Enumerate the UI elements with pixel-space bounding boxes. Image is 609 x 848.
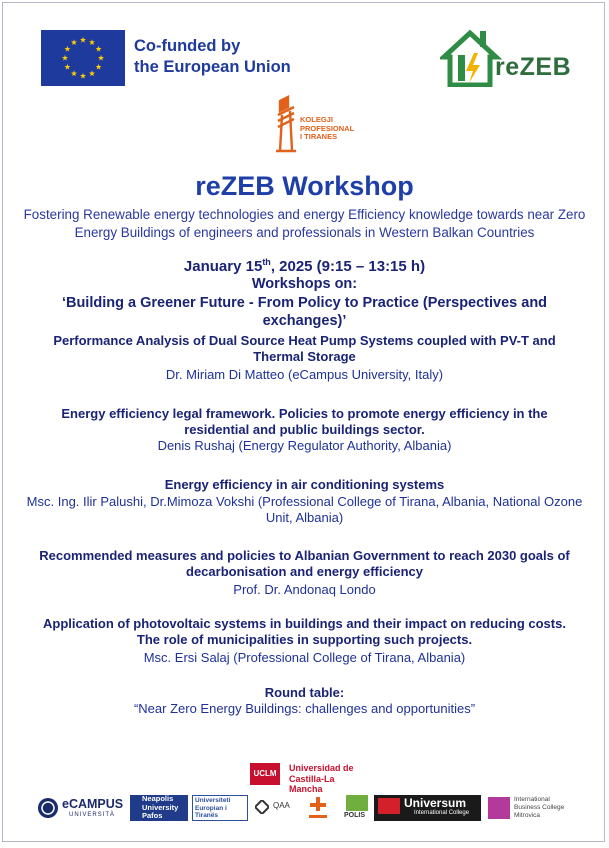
polis-mark [346, 795, 368, 811]
round-table-topic: “Near Zero Energy Buildings: challenges and opportunities” [133, 701, 476, 716]
workshop-subtitle: Fostering Renewable energy technologies and energy Efficiency knowledge towards near Zero Energy Buildings of engineers and professionals in Western Balkan Countries [23, 207, 586, 240]
talk-5-speaker: Msc. Ersi Salaj (Professional College of Tirana, Albania) [143, 650, 466, 665]
uet-logo [192, 795, 248, 821]
uet-name: Universiteti Europian i Tiranës [195, 797, 231, 819]
talk-1-speaker: Dr. Miriam Di Matteo (eCampus University, Italy) [165, 367, 444, 382]
uclm-name: Universidad de Castilla-La Mancha [289, 763, 354, 794]
college-logo-text: KOLEGJI PROFESIONAL I TIRANES [300, 115, 355, 141]
qaa-diamond-icon [255, 800, 269, 814]
polis-name: POLIS [344, 812, 366, 819]
ibc-name: International Business College Mitrovica [514, 796, 565, 819]
universum-mark [378, 798, 400, 814]
rezeb-logo-text: reZEB [495, 53, 572, 81]
polis-logo [343, 795, 371, 821]
talk-2-speaker: Denis Rushaj (Energy Regulator Authority, Albania) [157, 438, 452, 453]
ecampus-sub: UNIVERSITÀ [69, 812, 116, 818]
ecampus-name: eCAMPUS [62, 797, 124, 811]
uclm-logo [250, 763, 280, 785]
flyer-page [2, 2, 605, 842]
ibc-logo [488, 795, 572, 821]
workshop-date: January 15th, 2025 (9:15 – 13:15 h) [183, 257, 426, 275]
qaa-logo [255, 795, 300, 821]
universum-name: Universum [404, 796, 467, 810]
ecampus-seal-icon [37, 797, 59, 819]
neapolis-logo [130, 795, 188, 821]
universum-sub: International College [414, 810, 470, 816]
talk-5-title: Application of photovoltaic systems in buildings and their impact on reducing costs. The role of municipalities in supporting such projects. [43, 616, 566, 647]
qaa-name: QAA [273, 801, 290, 810]
workshop-title: reZEB Workshop [195, 171, 414, 201]
ecampus-logo [37, 795, 129, 821]
talk-4-title: Recommended measures and policies to Albanian Government to reach 2030 goals of decarbonisation and energy efficiency [39, 548, 570, 579]
workshops-label: Workshops on: [251, 276, 358, 292]
talk-4-speaker: Prof. Dr. Andonaq Londo [233, 582, 376, 597]
round-table-label: Round table: [264, 685, 345, 700]
workshop-theme: ‘Building a Greener Future - From Policy to Practice (Perspectives and exchanges)’ [61, 295, 548, 329]
ibc-mark [488, 797, 510, 819]
talk-2-title: Energy efficiency legal framework. Policies to promote energy efficiency in the residential and public buildings sector. [61, 406, 548, 437]
neapolis-name: Neapolis University Pafos [142, 794, 179, 820]
uclm-mark: UCLM [253, 769, 277, 778]
universum-logo [374, 795, 481, 821]
eu-line-1: Co-funded by [134, 37, 241, 55]
eu-flag-icon [41, 30, 125, 86]
talk-1-title: Performance Analysis of Dual Source Heat Pump Systems coupled with PV-T and Thermal Storage [53, 333, 556, 364]
talk-3-title: Energy efficiency in air conditioning systems [164, 477, 445, 492]
flower-logo-icon [305, 795, 331, 821]
talk-3-speaker: Msc. Ing. Ilir Palushi, Dr.Mimoza Vokshi (Professional College of Tirana, Albania, National Ozone Unit, Albania) [26, 494, 583, 525]
eu-line-2: the European Union [134, 58, 291, 76]
eu-cofunded-text [134, 36, 291, 78]
